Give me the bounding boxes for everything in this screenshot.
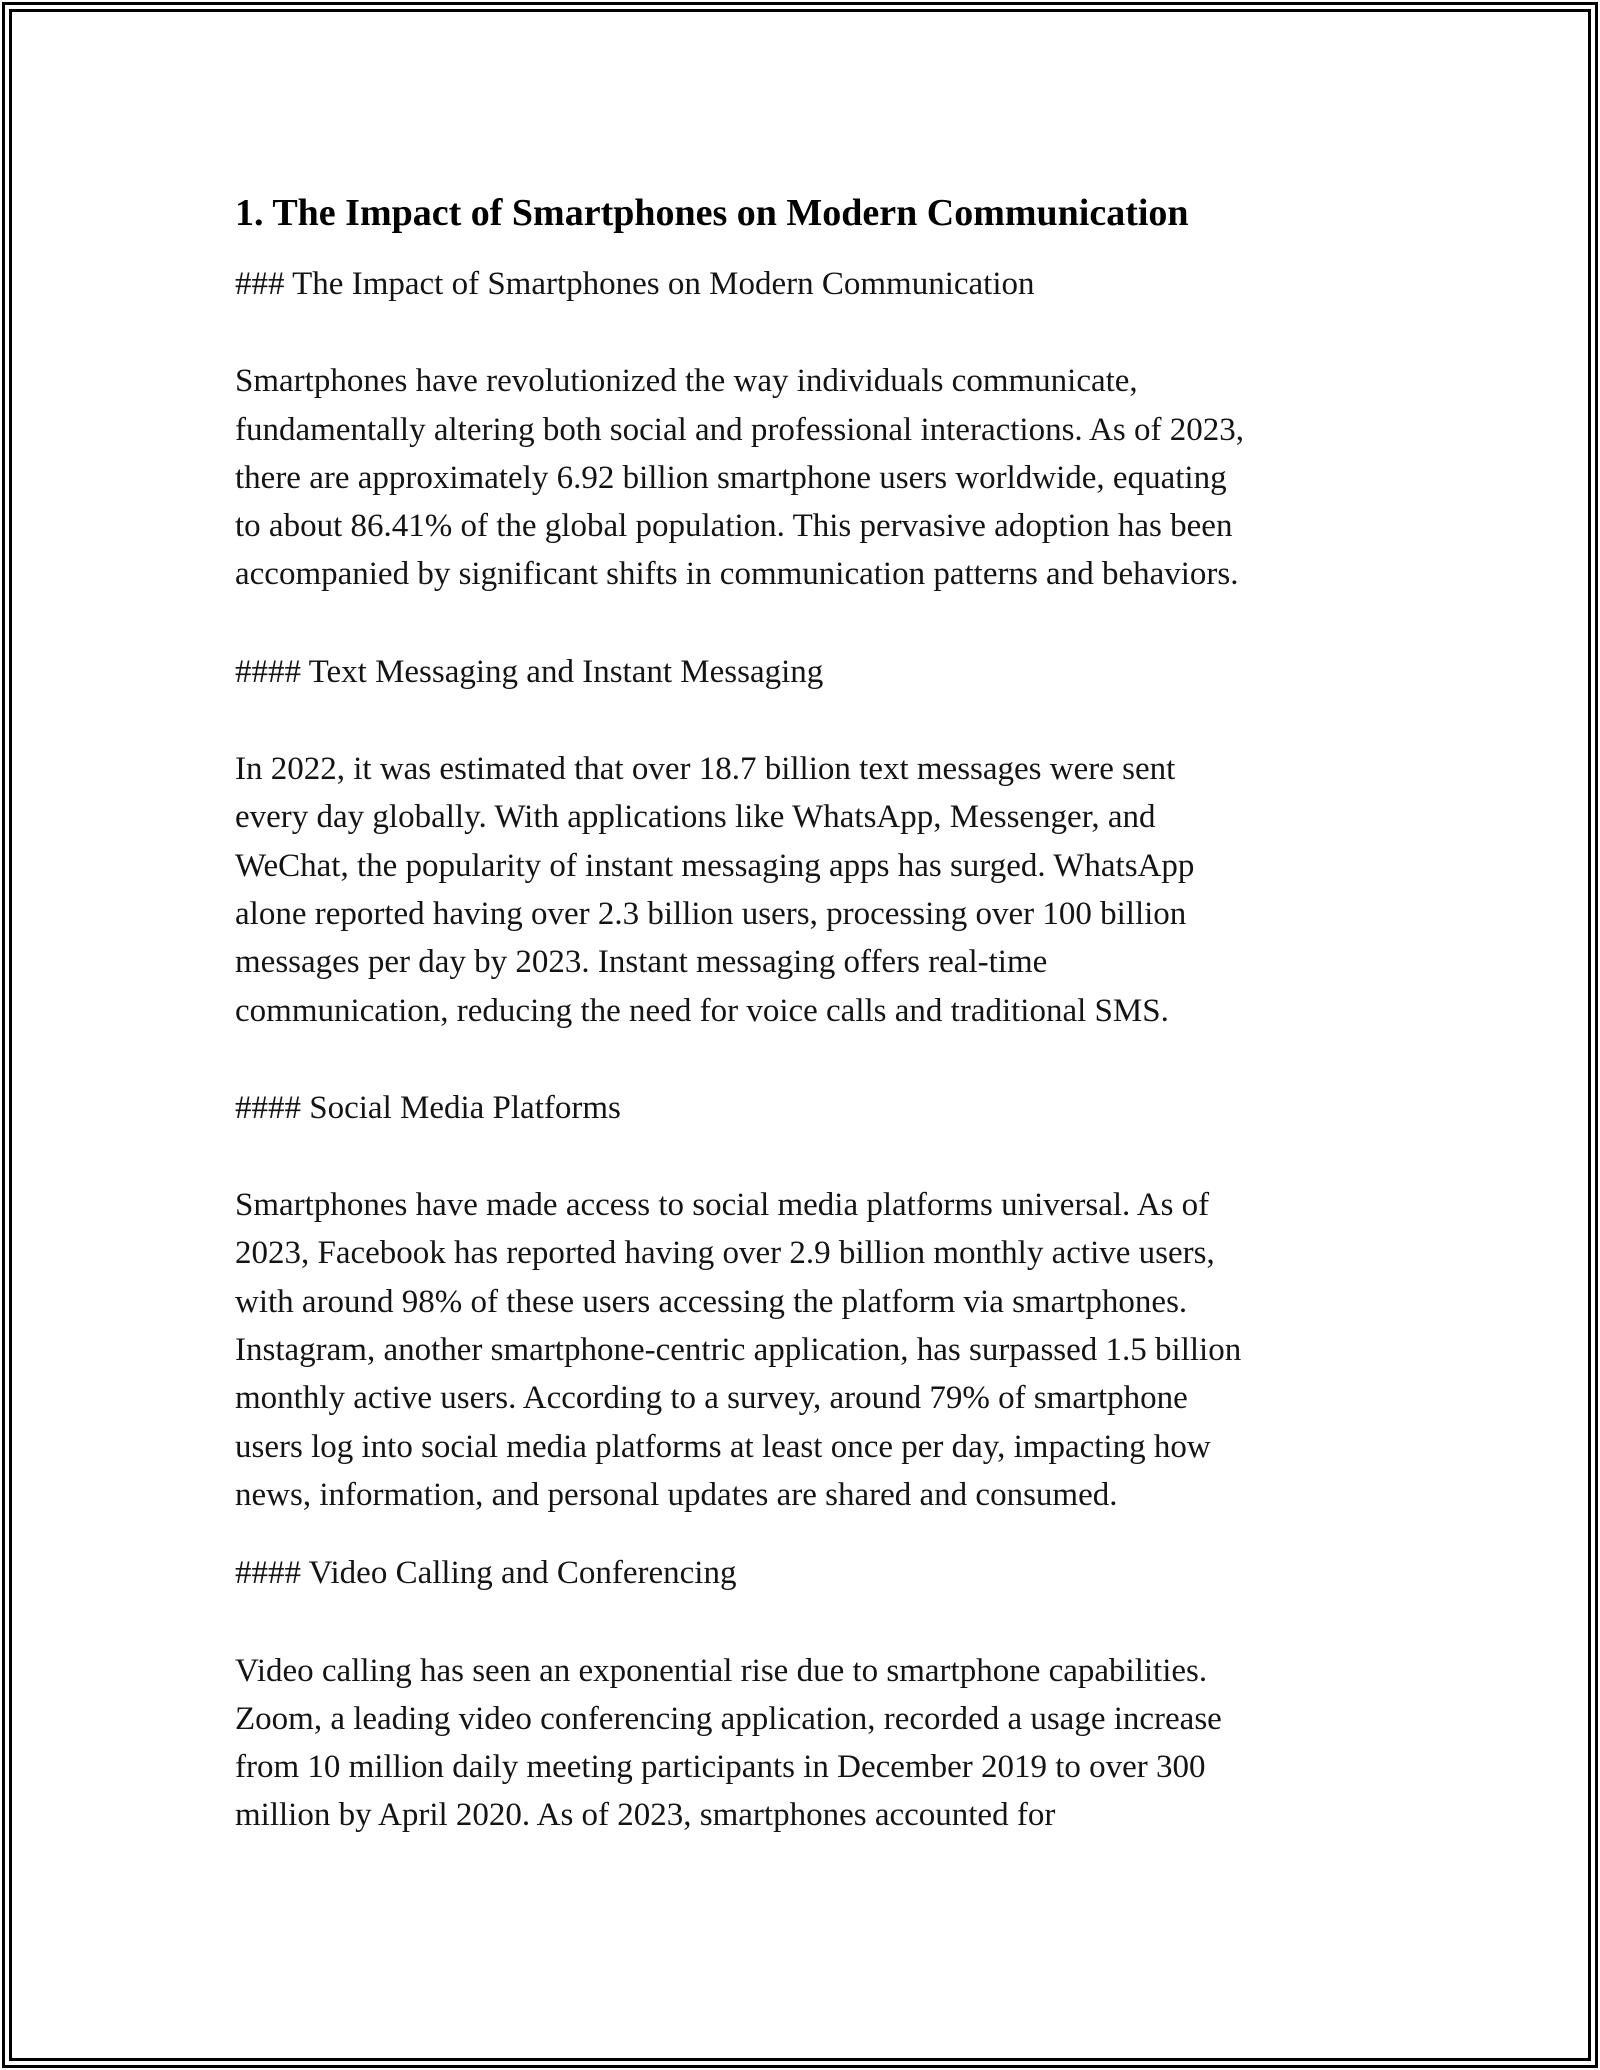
text-line: Smartphones have revolutionized the way individuals communicate,	[235, 363, 1138, 400]
text-line: with around 98% of these users accessing the platform via smartphones.	[235, 1283, 1188, 1320]
page-title: 1. The Impact of Smartphones on Modern Communication	[235, 192, 1189, 234]
text-line: from 10 million daily meeting participants in December 2019 to over 300	[235, 1749, 1206, 1786]
text-line: users log into social media platforms at least once per day, impacting how	[235, 1428, 1211, 1465]
paragraph-social-media	[235, 1181, 1365, 1519]
section-heading: ### The Impact of Smartphones on Modern Communication	[235, 266, 1035, 302]
paragraph-messaging	[235, 745, 1365, 1035]
text-line: to about 86.41% of the global population. This pervasive adoption has been	[235, 508, 1233, 545]
text-line: Video calling has seen an exponential rise due to smartphone capabilities.	[235, 1652, 1208, 1689]
text-line: alone reported having over 2.3 billion users, processing over 100 billion	[235, 895, 1187, 932]
text-line: million by April 2020. As of 2023, smartphones accounted for	[235, 1797, 1056, 1834]
text-line: 2023, Facebook has reported having over 2.9 billion monthly active users,	[235, 1235, 1215, 1272]
text-line: WeChat, the popularity of instant messaging apps has surged. WhatsApp	[235, 847, 1195, 884]
text-line: accompanied by significant shifts in communication patterns and behaviors.	[235, 556, 1239, 593]
document-body	[235, 186, 1365, 1840]
text-line: Zoom, a leading video conferencing application, recorded a usage increase	[235, 1700, 1222, 1737]
text-line: news, information, and personal updates are shared and consumed.	[235, 1476, 1118, 1513]
paragraph-intro	[235, 357, 1365, 598]
text-line: every day globally. With applications like WhatsApp, Messenger, and	[235, 799, 1156, 836]
text-line: Instagram, another smartphone-centric application, has surpassed 1.5 billion	[235, 1332, 1242, 1369]
text-line: monthly active users. According to a survey, around 79% of smartphone	[235, 1380, 1188, 1417]
text-line: communication, reducing the need for voice calls and traditional SMS.	[235, 992, 1169, 1029]
subsection-heading-video-calling: #### Video Calling and Conferencing	[235, 1555, 737, 1592]
text-line: fundamentally altering both social and professional interactions. As of 2023,	[235, 411, 1245, 448]
text-line: In 2022, it was estimated that over 18.7 billion text messages were sent	[235, 751, 1176, 788]
subsection-heading-social-media: #### Social Media Platforms	[235, 1089, 621, 1126]
paragraph-video-calling	[235, 1647, 1365, 1840]
text-line: Smartphones have made access to social media platforms universal. As of	[235, 1187, 1210, 1224]
text-line: messages per day by 2023. Instant messaging offers real-time	[235, 944, 1048, 981]
text-line: there are approximately 6.92 billion smartphone users worldwide, equating	[235, 459, 1227, 496]
subsection-heading-messaging: #### Text Messaging and Instant Messaging	[235, 653, 824, 690]
